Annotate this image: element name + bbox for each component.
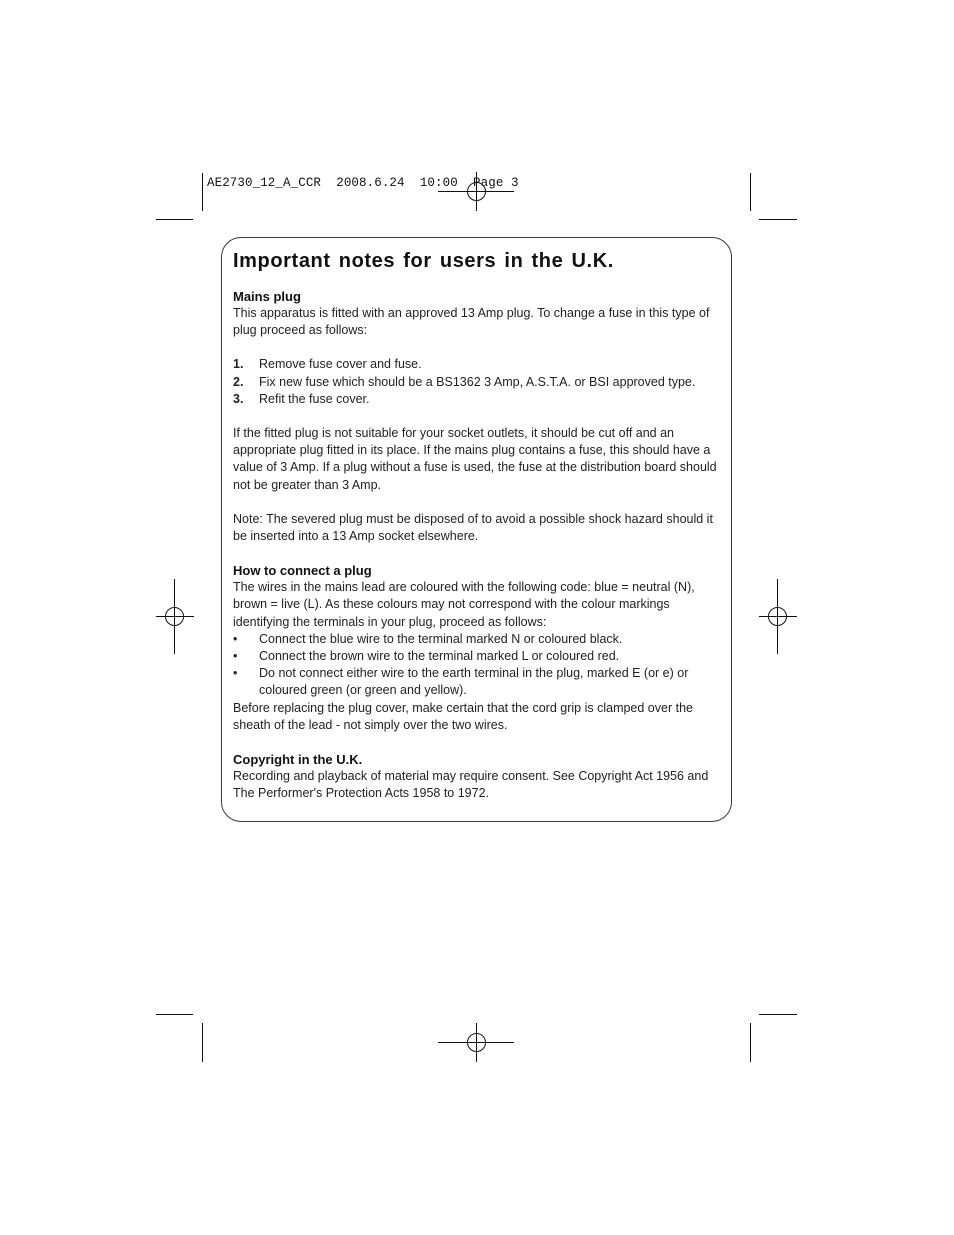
registration-mark-bottom (438, 1023, 514, 1062)
section-connect-plug (233, 562, 717, 734)
list-item (233, 665, 717, 699)
mains-plug-fuse-paragraph: If the fitted plug is not suitable for your socket outlets, it should be cut off and an appropriate plug fitted in its place. If the mains plug contains a fuse, this should have a value of 3 Amp. If a plug without a fuse is used, the fuse at the distribution board should not be greater than 3 Amp. (233, 426, 717, 492)
list-item (233, 356, 717, 373)
registration-mark-left (156, 579, 194, 654)
connect-plug-closing: Before replacing the plug cover, make certain that the cord grip is clamped over the sheath of the lead - not simply over the two wires. (233, 700, 693, 732)
copyright-text: Recording and playback of material may require consent. See Copyright Act 1956 and The Performer's Protection Acts 1958 to 1972. (233, 769, 709, 801)
list-item (233, 391, 717, 408)
section-copyright (233, 751, 717, 802)
step-number: 1. (233, 357, 244, 372)
connect-plug-intro: The wires in the mains lead are coloured with the following code: blue = neutral (N), brown = live (L). As these colours may not correspond with the colour markings identifying the terminals in your plug, proceed as follows: (233, 580, 695, 629)
step-text: Refit the fuse cover. (259, 391, 370, 406)
step-text: Fix new fuse which should be a BS1362 3 Amp, A.S.T.A. or BSI approved type. (259, 374, 696, 389)
step-number: 2. (233, 374, 244, 389)
fuse-steps-list (233, 356, 717, 408)
title-block (233, 250, 717, 288)
list-item (233, 631, 717, 648)
bullet-glyph: • (233, 666, 238, 681)
page-title: Important notes for users in the U.K. (233, 250, 614, 272)
bullet-text: Connect the blue wire to the terminal marked N or coloured black. (259, 631, 623, 646)
list-item (233, 374, 717, 391)
mains-plug-intro: This apparatus is fitted with an approved 13 Amp plug. To change a fuse in this type of plug proceed as follows: (233, 306, 710, 338)
bullet-text: Do not connect either wire to the earth terminal in the plug, marked E (or e) or coloured green (or green and yellow). (259, 666, 689, 698)
step-text: Remove fuse cover and fuse. (259, 357, 422, 372)
bullet-glyph: • (233, 649, 238, 664)
section-heading-copyright: Copyright in the U.K. (233, 752, 363, 768)
mains-plug-note: Note: The severed plug must be disposed of to avoid a possible shock hazard should it be inserted into a 13 Amp socket elsewhere. (233, 511, 713, 544)
content-area (233, 250, 717, 802)
registration-mark-right (759, 579, 797, 654)
section-mains-plug (233, 288, 717, 545)
section-heading-connect-plug: How to connect a plug (233, 563, 372, 579)
bullet-glyph: • (233, 631, 238, 646)
bullet-text: Connect the brown wire to the terminal marked L or coloured red. (259, 649, 620, 664)
step-number: 3. (233, 391, 244, 406)
section-heading-mains-plug: Mains plug (233, 289, 301, 304)
list-item (233, 648, 717, 665)
wiring-bullet-list (233, 631, 717, 700)
print-slug-line: AE2730_12_A_CCR 2008.6.24 10:00 Page 3 (207, 176, 519, 190)
